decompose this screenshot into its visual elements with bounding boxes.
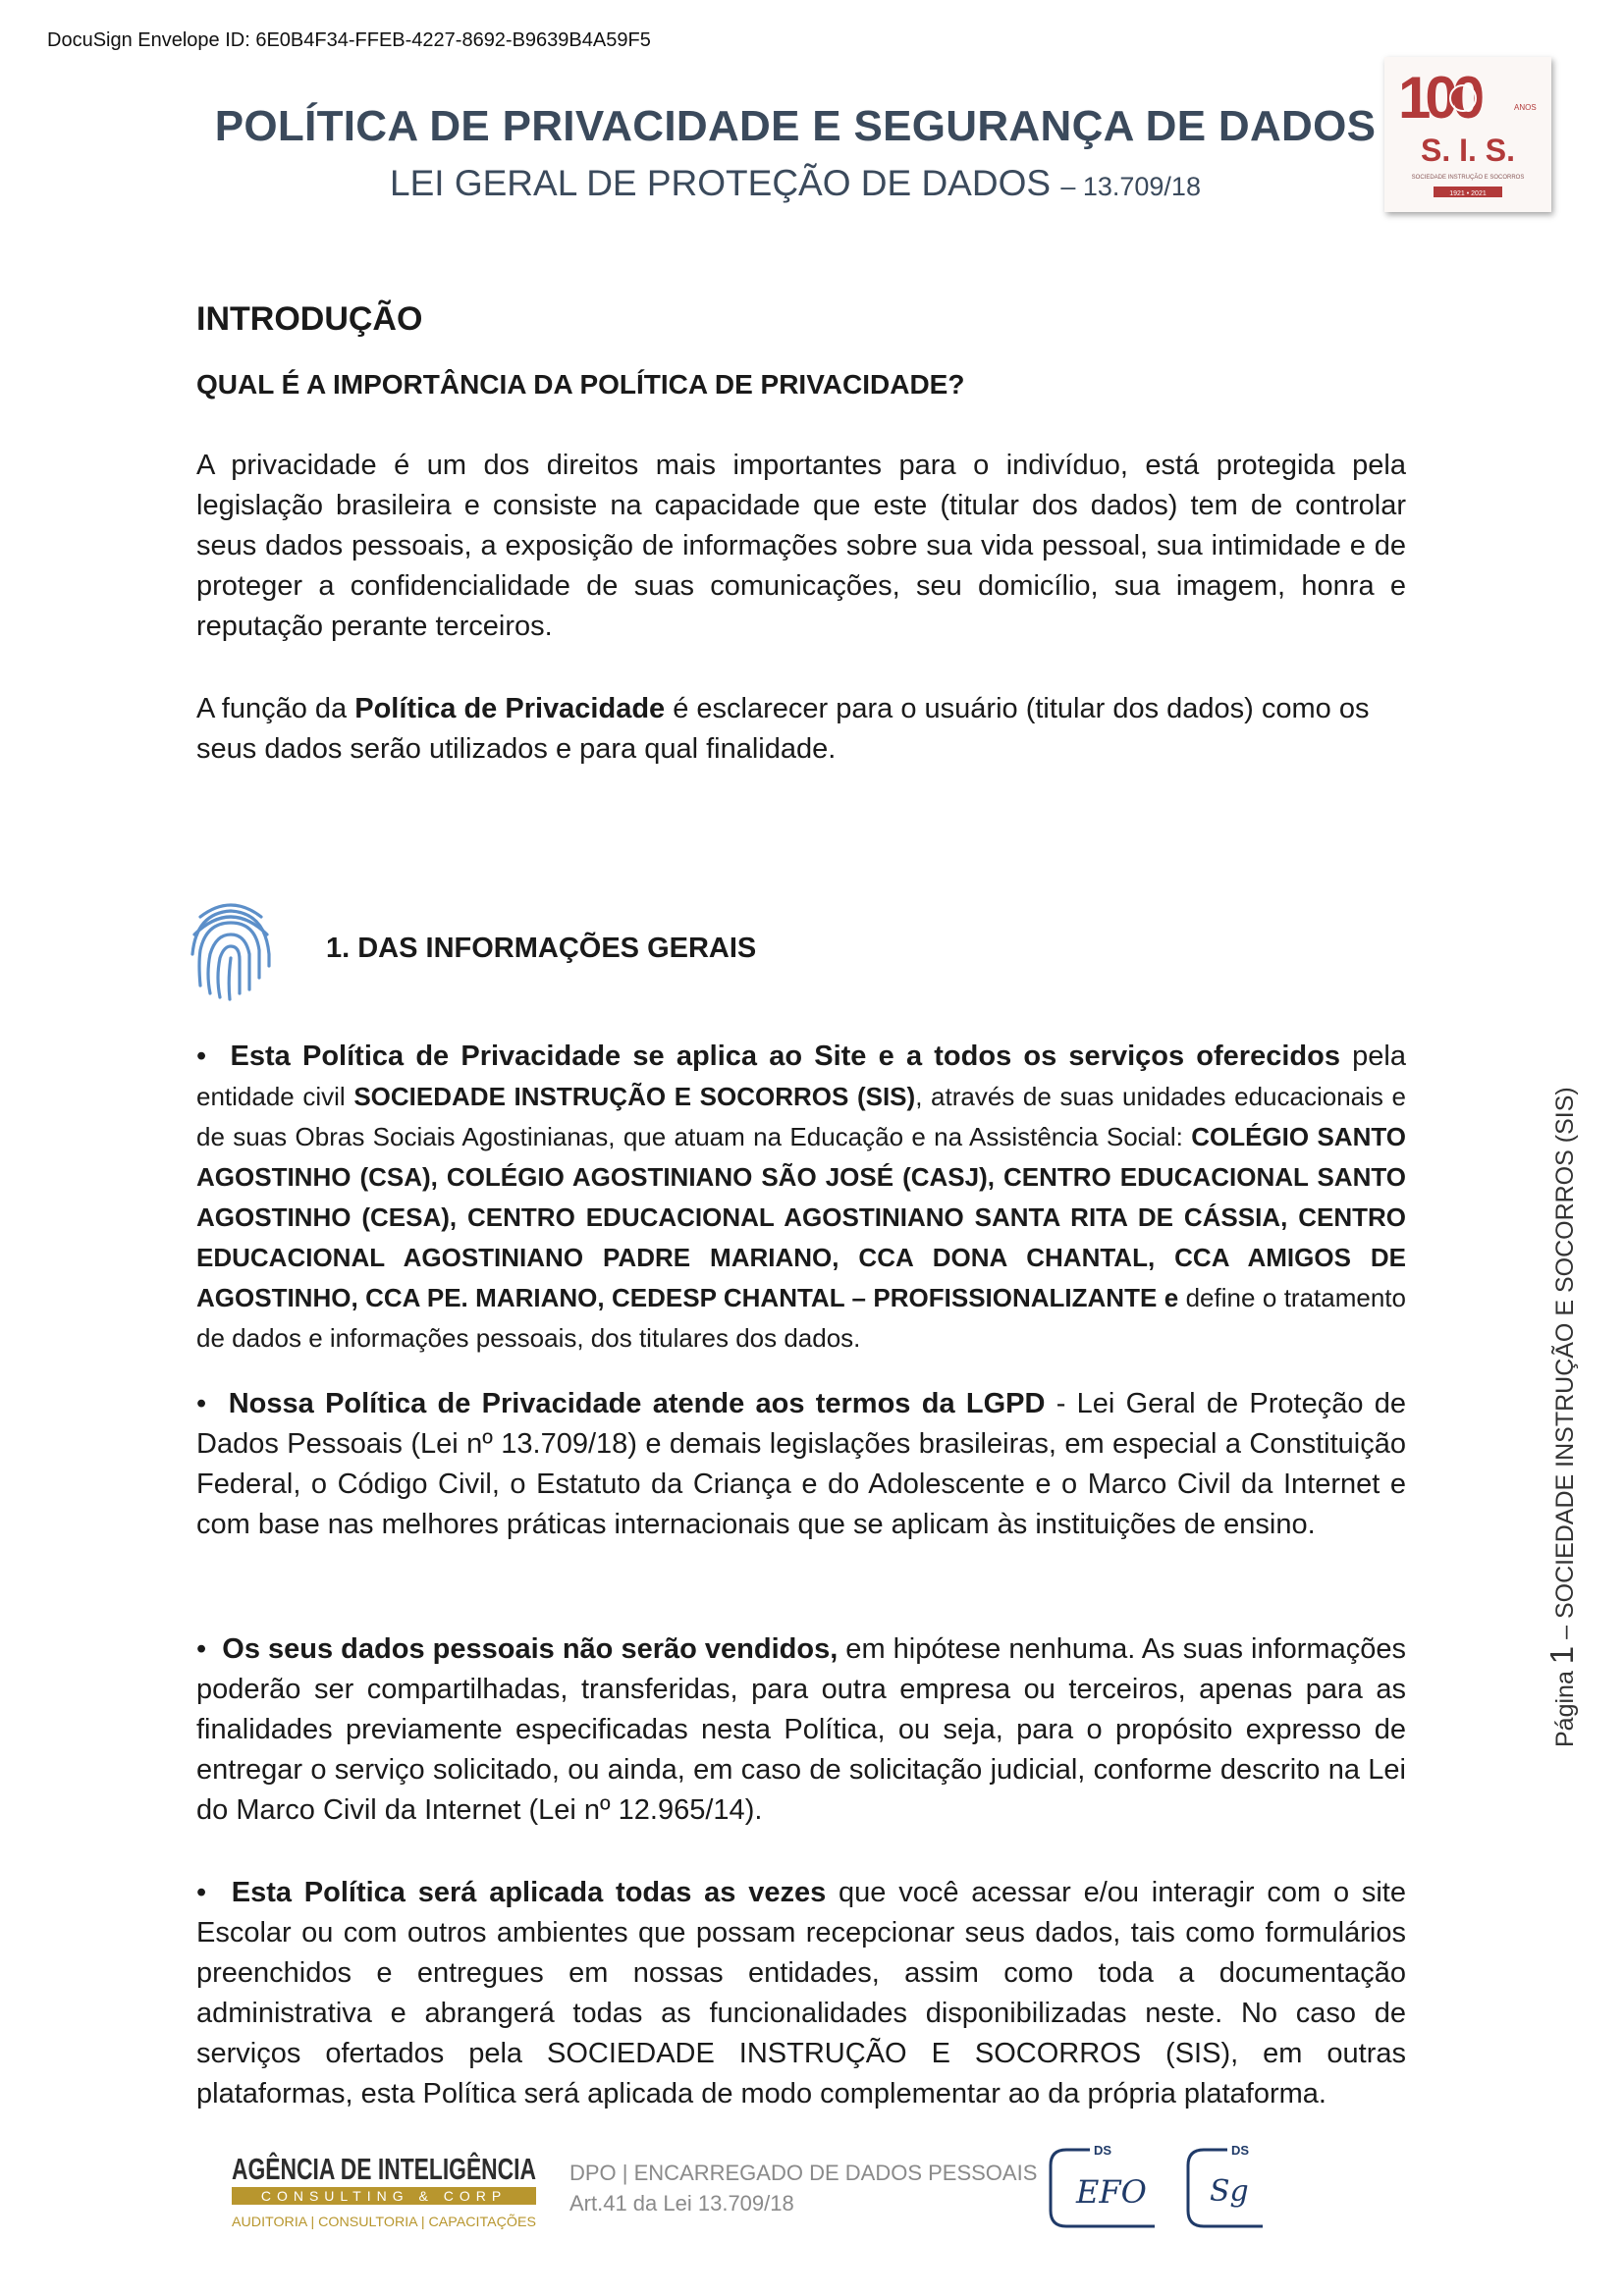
page-organization: SOCIEDADE INSTRUÇÃO E SOCORROS (SIS) [1551,1087,1579,1620]
initials-efo: EFO [1076,2173,1147,2211]
para2-bold: Política de Privacidade [354,693,666,724]
logo-years: 1921 • 2021 [1449,190,1487,197]
bullet-1-units: COLÉGIO SANTO AGOSTINHO (CSA), COLÉGIO AGOSTINIANO SÃO JOSÉ (CASJ), CENTRO EDUCACIONAL SANTO AGOSTINHO (CESA), CENTRO EDUCACIONAL AGOSTINIANO SANTA RITA DE CÁSSIA, CENTRO EDUCACIONAL AGOSTINIANO PADRE MARIANO, CCA DONA CHANTAL, CCA AMIGOS DE AGOSTINHO, CCA PE. MARIANO, CEDESP CHANTAL – PROFISSIONALIZANTE e [196,1122,1406,1312]
bullet-1-text-1: pela [1339,1041,1406,1072]
dpo-line-1: DPO | ENCARREGADO DE DADOS PESSOAIS [569,2161,1038,2185]
document-subtitle [0,163,1591,204]
bullet-marker: • [196,1041,207,1072]
logo-anos: ANOS [1514,103,1537,112]
bullet-marker: • [196,1633,207,1665]
ds-label: DS [1094,2143,1112,2158]
agency-subtitle: CONSULTING & CORP [260,2188,508,2204]
agency-logo [232,2146,645,2234]
logo-name: S. I. S. [1420,133,1516,168]
page-sidebar-text [1543,1087,1581,1747]
para2-text-c: é esclarecer para o usuário (titular dos dados) como os seus dados serão utilizados e para qual finalidade. [196,693,1370,765]
section-1-heading: 1. DAS INFORMAÇÕES GERAIS [326,933,757,964]
intro-paragraph-1: A privacidade é um dos direitos mais importantes para o indivíduo, está protegida pela legislação brasileira e consiste na capacidade que este (titular dos dados) tem de controlar seus dados pessoais, a exposição de informações sobre sua vida pessoal, sua intimidade e de proteger a confidencialidade de suas comunicações, seu domicílio, sua imagem, honra e reputação perante terceiros. [196,450,1406,642]
dpo-line-2: Art.41 da Lei 13.709/18 [569,2191,794,2216]
logo-number: 100 [1398,65,1480,131]
page-word: Página [1551,1664,1579,1747]
intro-question: QUAL É A IMPORTÂNCIA DA POLÍTICA DE PRIVACIDADE? [196,369,965,400]
dpo-block [569,2158,1037,2218]
fingerprint-icon [189,895,273,1003]
docusign-initials-box-2 [1184,2140,1267,2235]
subtitle-text: LEI GERAL DE PROTEÇÃO DE DADOS [390,163,1052,203]
page-number: 1 [1543,1645,1580,1665]
bullet-marker: • [196,1388,207,1419]
intro-paragraph-2 [196,689,1406,770]
docusign-initials-box-1 [1047,2140,1159,2235]
initials-sg: Sg [1210,2174,1249,2209]
bullet-1-text-2: entidade civil [196,1082,354,1111]
subtitle-law-number: – 13.709/18 [1060,172,1201,201]
document-title: POLÍTICA DE PRIVACIDADE E SEGURANÇA DE DADOS [214,102,1377,150]
bullet-3-text: em hipótese nenhuma. As suas informações poderão ser compartilhadas, transferidas, para outra empresa ou terceiros, apenas para as finalidades previamente especificadas nesta Política, ou seja, para o propósito expresso de entregar o serviço solicitado, ou ainda, em caso de solicitação judicial, conforme descrito na Lei do Marco Civil da Internet (Lei nº 12.965/14). [196,1633,1406,1826]
bullet-1-entity: SOCIEDADE INSTRUÇÃO E SOCORROS (SIS) [353,1082,916,1111]
agency-title: AGÊNCIA DE INTELIGÊNCIA [232,2152,645,2186]
logo-tagline: SOCIEDADE INSTRUÇÃO E SOCORROS [1411,175,1525,181]
sis-logo-graphic [1384,57,1551,212]
bullet-3 [196,1629,1406,1831]
ds-label: DS [1231,2143,1250,2158]
bullet-3-bold: Os seus dados pessoais não serão vendidos, [222,1633,839,1665]
docusign-envelope-id: DocuSign Envelope ID: 6E0B4F34-FFEB-4227-8692-B9639B4A59F5 [47,29,651,51]
intro-heading: INTRODUÇÃO [196,300,423,338]
bullet-1 [196,1037,1406,1359]
bullet-4 [196,1873,1406,2114]
bullet-1-text-4: define o tratamento de dados e informações pessoais, dos titulares dos dados. [196,1283,1406,1353]
bullet-2 [196,1384,1406,1545]
page-dash: – [1551,1619,1579,1646]
bullet-1-text-3: , através de suas unidades educacionais e de suas Obras Sociais Agostinianas, que atuam na Educação e na Assistência Social: [196,1082,1406,1151]
bullet-4-text: que você acessar e/ou interagir com o site Escolar ou com outros ambientes que possam recepcionar seus dados, tais como formulários preenchidos e entregues em nossas entidades, assim como toda a documentação administrativa e abrangerá todas as funcionalidades disponibilizadas neste. No caso de serviços ofertados pela SOCIEDADE INSTRUÇÃO E SOCORROS (SIS), em outras plataformas, esta Política será aplicada de modo complementar ao da própria plataforma. [196,1877,1406,2109]
agency-services: AUDITORIA | CONSULTORIA | CAPACITAÇÕES [232,2214,536,2229]
bullet-marker: • [196,1877,207,1908]
bullet-2-text: - Lei Geral de Proteção de Dados Pessoais (Lei nº 13.709/18) e demais legislações brasileiras, em especial a Constituição Federal, o Código Civil, o Estatuto da Criança e do Adolescente e o Marco Civil da Internet e com base nas melhores práticas internacionais que se aplicam às instituições de ensino. [196,1388,1406,1540]
sis-centenary-logo [1384,57,1551,212]
bullet-1-bold: Esta Política de Privacidade se aplica ao Site e a todos os serviços oferecidos [230,1041,1340,1072]
bullet-2-bold: Nossa Política de Privacidade atende aos termos da LGPD [228,1388,1046,1419]
bullet-4-bold: Esta Política será aplicada todas as vezes [231,1877,827,1908]
para2-text-a: A função da [196,693,355,724]
